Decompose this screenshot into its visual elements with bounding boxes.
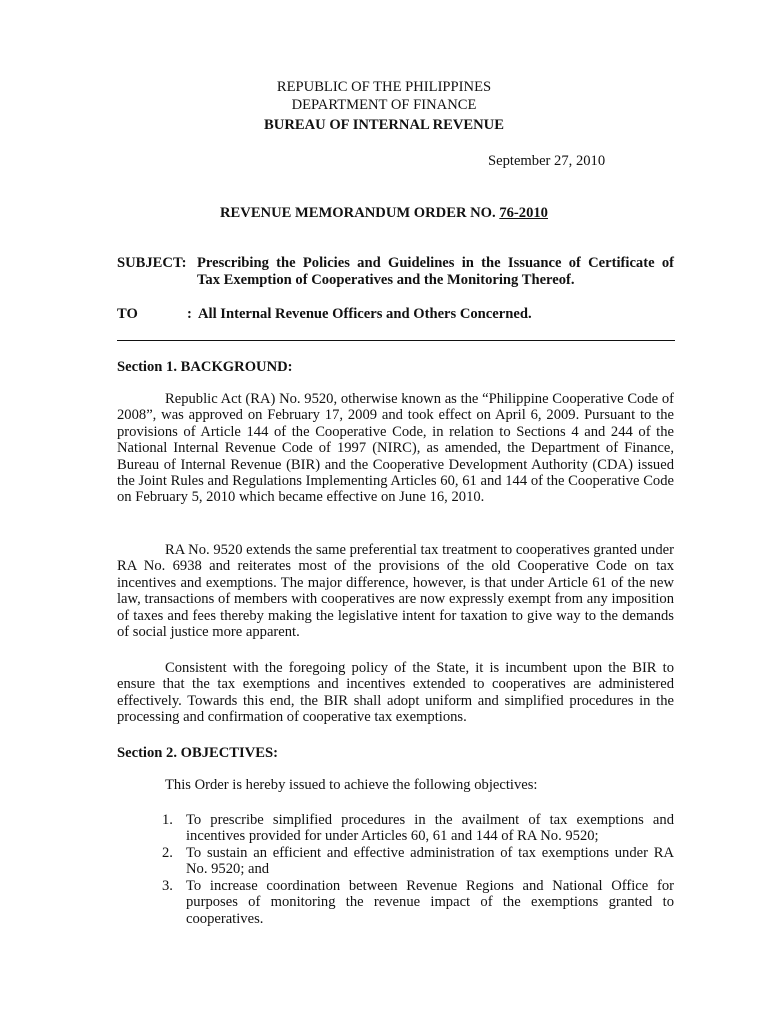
section1-paragraph-2 bbox=[117, 542, 674, 640]
section2-heading: Section 2. OBJECTIVES: bbox=[117, 745, 278, 761]
header-department: DEPARTMENT OF FINANCE bbox=[291, 97, 477, 113]
objective-text: To increase coordination between Revenue Regions and National Office for purposes of monitoring the revenue impact of the exemptions granted to cooperatives. bbox=[186, 878, 674, 927]
subject-line-1: Prescribing the Policies and Guidelines in the Issuance of Certificate of bbox=[197, 255, 674, 271]
to-label: TO bbox=[117, 306, 138, 322]
order-title bbox=[0, 205, 768, 222]
header-republic: REPUBLIC OF THE PHILIPPINES bbox=[276, 79, 492, 95]
paragraph-text: RA No. 9520 extends the same preferential tax treatment to cooperatives granted under RA No. 6938 and reiterates most of the provisions of the old Cooperative Code on tax incentives and exemptions. The major difference, however, is that under Article 61 of the new law, transactions of members with cooperatives are now expressly exempt from any imposition of taxes and fees thereby making the legislative intent for taxation to give way to the demands of social justice more apparent. bbox=[117, 542, 674, 641]
paragraph-text: Consistent with the foregoing policy of the State, it is incumbent upon the BIR to ensure that the tax exemptions and incentives extended to cooperatives are administered effectively. Towards this end, the BIR shall adopt uniform and simplified procedures in the processing and confirmation of cooperative tax exemptions. bbox=[117, 660, 674, 726]
section1-paragraph-3 bbox=[117, 660, 674, 726]
objective-number: 1. bbox=[162, 812, 173, 828]
section1-paragraph-1 bbox=[117, 391, 674, 506]
header-divider bbox=[117, 340, 675, 341]
document-date: September 27, 2010 bbox=[488, 153, 606, 169]
objective-number: 3. bbox=[162, 878, 173, 894]
subject-line-2: Tax Exemption of Cooperatives and the Monitoring Thereof. bbox=[197, 272, 575, 288]
subject-label: SUBJECT: bbox=[117, 255, 187, 271]
section1-heading: Section 1. BACKGROUND: bbox=[117, 359, 293, 375]
header-bureau: BUREAU OF INTERNAL REVENUE bbox=[264, 117, 504, 133]
section2-intro: This Order is hereby issued to achieve the following objectives: bbox=[165, 777, 538, 793]
objective-text: To sustain an efficient and effective administration of tax exemptions under RA No. 9520; and bbox=[186, 845, 674, 878]
order-number: 76-2010 bbox=[499, 205, 548, 221]
objective-number: 2. bbox=[162, 845, 173, 861]
to-recipients: All Internal Revenue Officers and Others Concerned. bbox=[198, 306, 532, 322]
paragraph-text: Republic Act (RA) No. 9520, otherwise known as the “Philippine Cooperative Code of 2008”, was approved on February 17, 2009 and took effect on April 6, 2009. Pursuant to the provisions of Article 144 of the Cooperative Code, in relation to Sections 4 and 244 of the National Internal Revenue Code of 1997 (NIRC), as amended, the Department of Finance, Bureau of Internal Revenue (BIR) and the Cooperative Development Authority (CDA) issued the Joint Rules and Regulations Implementing Articles 60, 61 and 144 of the Cooperative Code on February 5, 2010 which became effective on June 16, 2010. bbox=[117, 391, 674, 506]
to-colon: : bbox=[187, 306, 192, 322]
order-title-prefix: REVENUE MEMORANDUM ORDER NO. bbox=[220, 205, 500, 221]
objective-text: To prescribe simplified procedures in the availment of tax exemptions and incentives provided for under Articles 60, 61 and 144 of RA No. 9520; bbox=[186, 812, 674, 845]
